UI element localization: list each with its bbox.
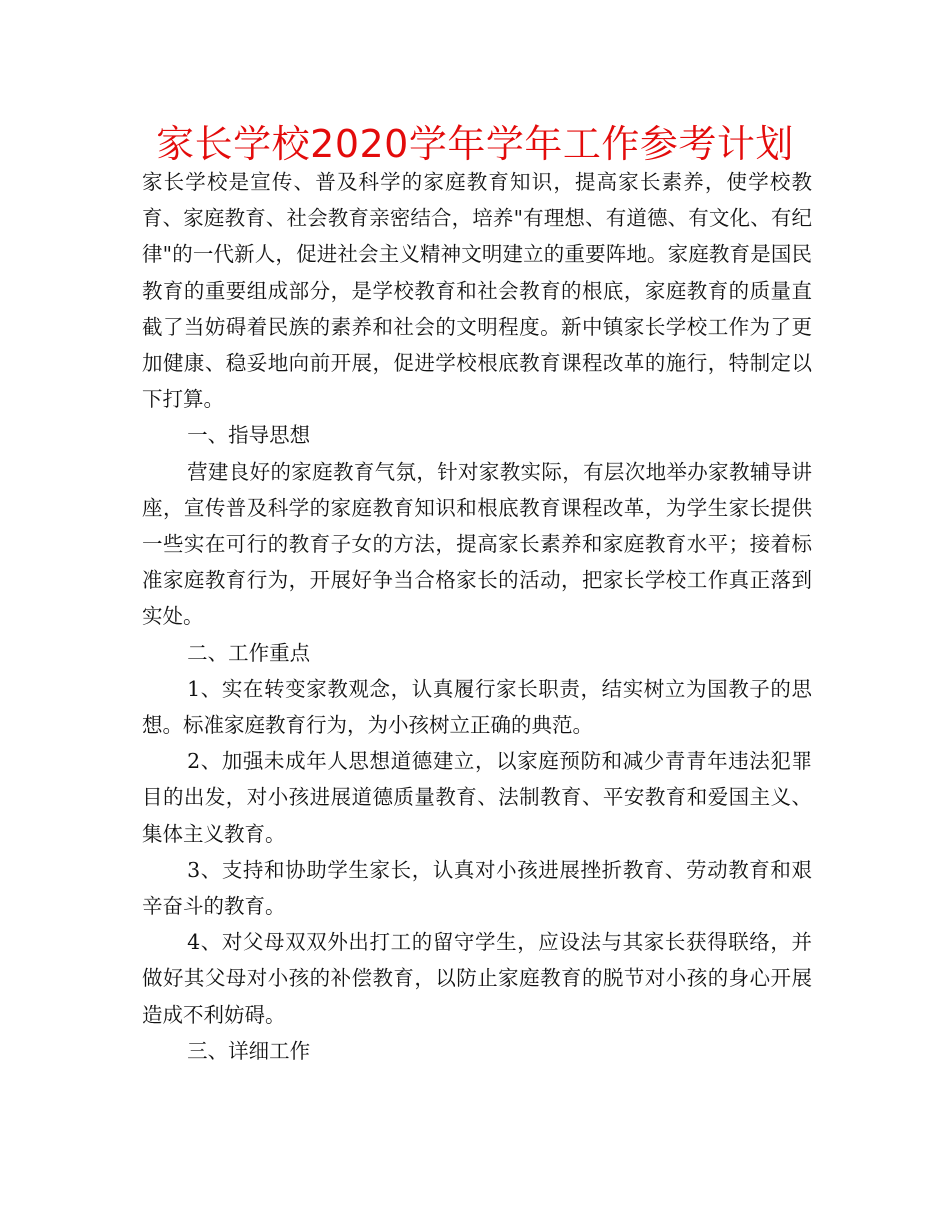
guiding-thought-paragraph: 营建良好的家庭教育气氛，针对家教实际，有层次地举办家教辅导讲座，宣传普及科学的家庭教育知识和根底教育课程改革，为学生家长提供一些实在可行的教育子女的方法，提高家长素养和家庭教育水平；接着标准家庭教育行为，开展好争当合格家长的活动，把家长学校工作真正落到实处。	[142, 459, 812, 629]
work-focus-item: 2、加强未成年人思想道德建立，以家庭预防和减少青青年违法犯罪目的出发，对小孩进展道德质量教育、法制教育、平安教育和爱国主义、集体主义教育。	[142, 749, 812, 846]
work-focus-item: 1、实在转变家教观念，认真履行家长职责，结实树立为国教子的思想。标准家庭教育行为，为小孩树立正确的典范。	[142, 676, 812, 738]
section-heading-work-focus: 二、工作重点	[187, 640, 311, 665]
document-title: 家长学校2020学年学年工作参考计划	[156, 122, 794, 166]
document-body	[142, 164, 812, 1069]
work-focus-item: 3、支持和协助学生家长，认真对小孩进展挫折教育、劳动教育和艰辛奋斗的教育。	[142, 857, 812, 919]
work-focus-item: 4、对父母双双外出打工的留守学生，应设法与其家长获得联络，并做好其父母对小孩的补偿教育，以防止家庭教育的脱节对小孩的身心开展造成不利妨碍。	[142, 930, 812, 1027]
section-heading-detailed-work: 三、详细工作	[187, 1038, 311, 1063]
intro-paragraph: 家长学校是宣传、普及科学的家庭教育知识，提高家长素养，使学校教育、家庭教育、社会教育亲密结合，培养"有理想、有道德、有文化、有纪律"的一代新人，促进社会主义精神文明建立的重要阵地。家庭教育是国民教育的重要组成部分，是学校教育和社会教育的根底，家庭教育的质量直截了当妨碍着民族的素养和社会的文明程度。新中镇家长学校工作为了更加健康、稳妥地向前开展，促进学校根底教育课程改革的施行，特制定以下打算。	[142, 170, 812, 412]
section-heading-guiding-thought: 一、指导思想	[187, 423, 311, 448]
